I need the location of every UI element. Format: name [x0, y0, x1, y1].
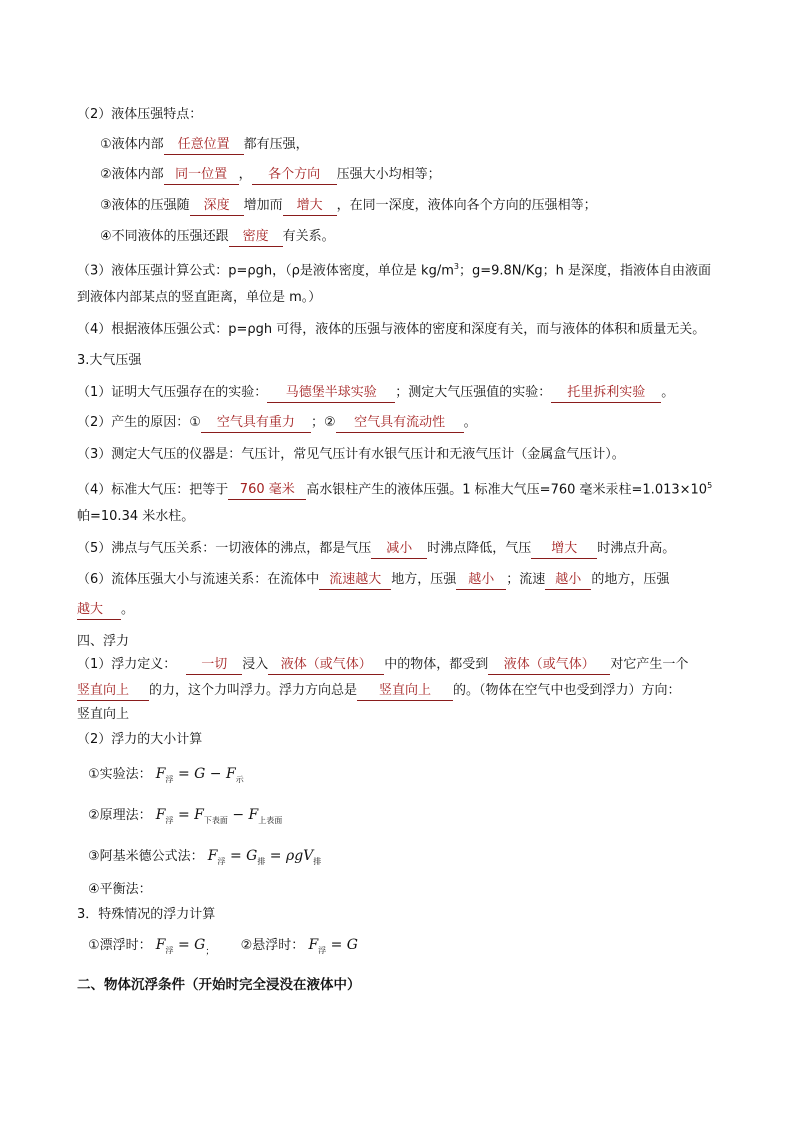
formula-line: [88, 765, 244, 789]
formula: [156, 937, 206, 953]
answer-blank: 增大: [531, 540, 597, 559]
section-heading: 3.大气压强: [77, 353, 142, 368]
answer-blank: 减小: [371, 540, 427, 559]
answer-blank: 密度: [229, 228, 283, 247]
statement-text: 的。（物体在空气中也受到浮力）方向：: [453, 683, 681, 698]
statement-line: [100, 136, 309, 155]
formula-subscript: 浮: [165, 945, 174, 955]
formula-subscript: 排: [257, 856, 266, 866]
statement-line: 竖直向上: [77, 707, 130, 722]
answer-blank: 各个方向: [252, 166, 337, 185]
answer-blank: 空气具有重力: [201, 414, 311, 433]
formula-subscript: 浮: [165, 815, 174, 825]
statement-text: 对它产生一个: [610, 657, 689, 672]
statement-text: ③液体的压强随: [100, 198, 190, 213]
statement-text: 时沸点升高。: [597, 541, 676, 556]
subsection-title: （2）浮力的大小计算: [77, 732, 203, 747]
formula-expression: = ρgV: [265, 848, 314, 864]
superscript: 5: [707, 481, 713, 490]
statement-text: 时沸点降低，气压: [427, 541, 532, 556]
answer-blank: 竖直向上: [357, 682, 453, 701]
formula-subscript: 浮: [165, 774, 174, 784]
answer-blank: 托里拆利实验: [551, 384, 661, 403]
subsection-title: 3．特殊情况的浮力计算: [77, 907, 216, 922]
formula-symbol: F: [308, 937, 319, 953]
section-heading: 四、浮力: [77, 634, 130, 649]
formula-symbol: F: [155, 766, 166, 782]
superscript: 3: [453, 262, 459, 271]
answer-blank: 竖直向上: [77, 682, 149, 701]
formula: [156, 807, 282, 823]
statement-line: [77, 601, 134, 620]
answer-blank: 越大: [77, 601, 121, 620]
statement-text: ；: [205, 947, 215, 957]
answer-blank: 空气具有流动性: [336, 414, 464, 433]
statement-text: ，: [238, 167, 252, 182]
formula-label: ②悬浮时：: [240, 938, 305, 953]
statement-line: [100, 166, 441, 185]
formula-label: ②原理法：: [88, 808, 152, 823]
statement-text: （4）标准大气压：把等于: [77, 482, 229, 498]
formula-expression: = G: [326, 937, 358, 953]
statement-text: （3）液体压强计算公式：p=ρgh，（ρ是液体密度，单位是 kg/m: [77, 263, 454, 279]
statement-line: [77, 540, 675, 559]
formula-line: [88, 847, 321, 871]
formula-subscript: 浮: [318, 945, 327, 955]
statement-line: [100, 228, 335, 247]
formula-expression: = G − F: [173, 766, 236, 782]
formula: [308, 937, 358, 953]
statement-text: ；测定大气压强值的实验：: [395, 385, 552, 400]
statement-text: ②液体内部: [100, 167, 164, 182]
statement-line: [77, 258, 711, 280]
formula-expression: = G: [173, 937, 206, 953]
statement-text: 的地方，压强: [591, 572, 670, 587]
statement-line: [77, 414, 477, 433]
statement-text: 增加而: [243, 198, 283, 213]
statement-text: ；流速: [506, 572, 546, 587]
formula-symbol: F: [207, 848, 218, 864]
formula-expression: = F: [173, 807, 204, 823]
formula-expression: = G: [225, 848, 258, 864]
statement-line: [77, 477, 712, 500]
statement-text: （6）流体压强大小与流速关系：在流体中: [77, 572, 320, 587]
answer-blank: 越小: [456, 571, 506, 590]
statement-line: 到液体内部某点的竖直距离，单位是 m。）: [77, 290, 322, 305]
statement-text: 的力，这个力叫浮力。浮力方向总是: [149, 683, 358, 698]
section-heading: 二、物体沉浮条件（开始时完全浸没在液体中）: [77, 977, 361, 993]
statement-text: 。: [661, 385, 675, 400]
formula-symbol: F: [155, 807, 166, 823]
statement-text: （2）产生的原因：①: [77, 415, 201, 430]
formula-line: ④平衡法：: [88, 882, 152, 897]
formula: [156, 766, 244, 782]
statement-line: [77, 571, 669, 590]
statement-line: [77, 682, 681, 701]
statement-text: 都有压强，: [243, 137, 309, 152]
formula-subscript: 排: [313, 856, 322, 866]
answer-blank: 任意位置: [164, 136, 244, 155]
statement-text: 有关系。: [282, 229, 335, 244]
answer-blank: 增大: [283, 197, 337, 216]
statement-text: （1）浮力定义：: [77, 657, 177, 672]
statement-line: （3）测定大气压的仪器是：气压计，常见气压计有水银气压计和无液气压计（金属盒气压计）。: [77, 447, 625, 462]
statement-text: （1）证明大气压强存在的实验：: [77, 385, 268, 400]
statement-line: （4）根据液体压强公式：p=ρgh 可得，液体的压强与液体的密度和深度有关，而与液体的体积和质量无关。: [77, 322, 706, 337]
statement-text: ，在同一深度，液体向各个方向的压强相等；: [336, 198, 597, 213]
statement-text: 高水银柱产生的液体压强。1 标准大气压=760 毫米汞柱=1.013×10: [306, 482, 708, 498]
statement-text: 浸入: [242, 657, 269, 672]
statement-text: 。: [121, 602, 135, 617]
answer-blank: 流速越大: [319, 571, 391, 590]
statement-text: 。: [463, 415, 477, 430]
statement-line: [77, 384, 674, 403]
statement-text: 中的物体，都受到: [384, 657, 489, 672]
answer-blank: 760 毫米: [228, 481, 306, 500]
statement-line: [100, 197, 597, 216]
statement-text: ①液体内部: [100, 137, 164, 152]
statement-text: （5）沸点与气压关系：一切液体的沸点，都是气压: [77, 541, 372, 556]
formula: [208, 848, 321, 864]
formula-subscript: 示: [235, 774, 244, 784]
formula-line: [88, 806, 282, 830]
formula-subscript: 下表面: [203, 815, 228, 825]
answer-blank: 液体（或气体）: [488, 656, 610, 675]
formula-subscript: 上表面: [258, 815, 283, 825]
section-title: （2）液体压强特点：: [77, 107, 203, 122]
formula-subscript: 浮: [217, 856, 226, 866]
answer-blank: 越小: [545, 571, 591, 590]
statement-text: ；②: [310, 415, 336, 430]
statement-text: ；g=9.8N/Kg；h 是深度，指液体自由液面: [458, 263, 712, 279]
statement-text: ④不同液体的压强还跟: [100, 229, 229, 244]
statement-line: 帕=10.34 米水柱。: [77, 509, 195, 524]
formula-label: ①实验法：: [88, 767, 152, 782]
formula-symbol: F: [155, 937, 166, 953]
formula-expression: − F: [227, 807, 259, 823]
formula-label: ③阿基米德公式法：: [88, 849, 204, 864]
answer-blank: 一切: [186, 656, 242, 675]
answer-blank: 同一位置: [164, 166, 239, 185]
answer-blank: 液体（或气体）: [268, 656, 384, 675]
statement-text: 压强大小均相等；: [336, 167, 441, 182]
answer-blank: 马德堡半球实验: [267, 384, 395, 403]
formula-label: ①漂浮时：: [88, 938, 152, 953]
statement-line: [77, 656, 688, 675]
answer-blank: 深度: [190, 197, 244, 216]
formula-line: [88, 936, 358, 961]
statement-text: 地方，压强: [391, 572, 457, 587]
